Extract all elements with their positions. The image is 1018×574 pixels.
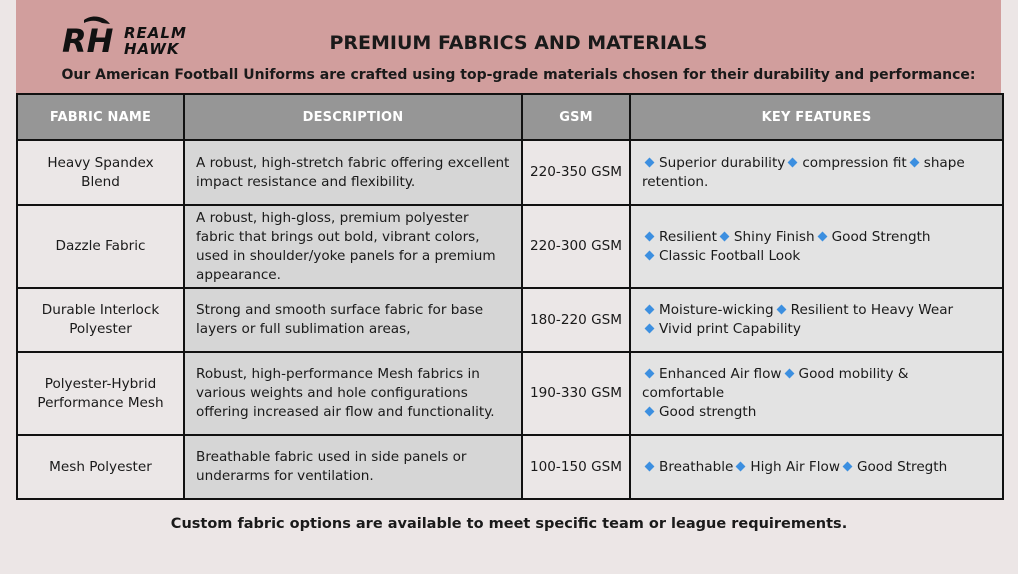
diamond-bullet-icon — [645, 250, 655, 260]
feature-item: Classic Football Look — [659, 247, 801, 264]
table-row — [17, 140, 1003, 205]
svg-text:REALM: REALM — [124, 24, 187, 42]
gsm-cell: 180-220 GSM — [522, 288, 630, 352]
fabric-name-cell: Mesh Polyester — [17, 435, 184, 499]
svg-text:HAWK: HAWK — [124, 40, 180, 58]
diamond-bullet-icon — [784, 369, 794, 379]
diamond-bullet-icon — [645, 231, 655, 241]
table-header-row — [17, 94, 1003, 140]
diamond-bullet-icon — [645, 305, 655, 315]
diamond-bullet-icon — [776, 305, 786, 315]
features-cell — [630, 288, 1003, 352]
description-cell: Breathable fabric used in side panels or underarms for ventilation. — [184, 435, 522, 499]
fabric-name-cell: Dazzle Fabric — [17, 205, 184, 288]
gsm-cell: 220-300 GSM — [522, 205, 630, 288]
gsm-cell: 190-330 GSM — [522, 352, 630, 435]
description-cell: Robust, high-performance Mesh fabrics in various weights and hole configurations offering increased air flow and functionality. — [184, 352, 522, 435]
feature-item: Resilient to Heavy Wear — [790, 302, 954, 318]
diamond-bullet-icon — [645, 324, 655, 334]
feature-item: Shiny Finish — [733, 228, 815, 245]
column-header-gsm: GSM — [522, 94, 630, 140]
page-title: PREMIUM FABRICS AND MATERIALS — [329, 32, 708, 54]
fabric-name-cell: Polyester-Hybrid Performance Mesh — [17, 352, 184, 435]
description-cell: A robust, high-stretch fabric offering excellent impact resistance and flexibility. — [184, 140, 522, 205]
feature-item: Good Stregth — [856, 458, 948, 475]
feature-item: Superior durability — [659, 154, 786, 171]
fabrics-table — [16, 93, 1004, 500]
feature-item: Good mobility & comfortable — [642, 366, 909, 401]
feature-item: shape retention. — [642, 154, 965, 190]
feature-item: Good Strength — [831, 228, 931, 245]
feature-item: Good strength — [659, 404, 757, 420]
feature-item: compression fit — [802, 154, 907, 171]
table-row — [17, 435, 1003, 499]
description-cell: A robust, high-gloss, premium polyester fabric that brings out bold, vibrant colors, used in shoulder/yoke panels for a premium appearance. — [184, 205, 522, 288]
diamond-bullet-icon — [788, 157, 798, 167]
feature-item: Enhanced Air flow — [659, 366, 782, 382]
feature-item: Moisture-wicking — [659, 302, 774, 318]
diamond-bullet-icon — [736, 461, 746, 471]
features-cell — [630, 435, 1003, 499]
features-cell — [630, 205, 1003, 288]
gsm-cell: 220-350 GSM — [522, 140, 630, 205]
page-subtitle: Our American Football Uniforms are crafted using top-grade materials chosen for their durability and performance: — [61, 67, 976, 83]
column-header-fabric-name: FABRIC NAME — [17, 94, 184, 140]
diamond-bullet-icon — [645, 157, 655, 167]
diamond-bullet-icon — [645, 407, 655, 417]
features-cell — [630, 352, 1003, 435]
table-row — [17, 352, 1003, 435]
table-row — [17, 205, 1003, 288]
feature-item: High Air Flow — [750, 458, 840, 475]
gsm-cell: 100-150 GSM — [522, 435, 630, 499]
svg-text:RH: RH — [62, 22, 114, 58]
feature-item: Resilient — [659, 228, 717, 245]
diamond-bullet-icon — [719, 231, 729, 241]
footer-note: Custom fabric options are available to meet specific team or league requirements. — [170, 516, 848, 532]
column-header-key-features: KEY FEATURES — [630, 94, 1003, 140]
diamond-bullet-icon — [909, 157, 919, 167]
fabric-name-cell: Heavy Spandex Blend — [17, 140, 184, 205]
diamond-bullet-icon — [843, 461, 853, 471]
diamond-bullet-icon — [645, 461, 655, 471]
fabric-name-cell: Durable Interlock Polyester — [17, 288, 184, 352]
diamond-bullet-icon — [645, 369, 655, 379]
table-row — [17, 288, 1003, 352]
feature-item: Vivid print Capability — [659, 321, 801, 337]
header-banner — [16, 0, 1001, 94]
description-cell: Strong and smooth surface fabric for base layers or full sublimation areas, — [184, 288, 522, 352]
diamond-bullet-icon — [817, 231, 827, 241]
column-header-description: DESCRIPTION — [184, 94, 522, 140]
features-cell — [630, 140, 1003, 205]
feature-item: Breathable — [659, 458, 734, 475]
